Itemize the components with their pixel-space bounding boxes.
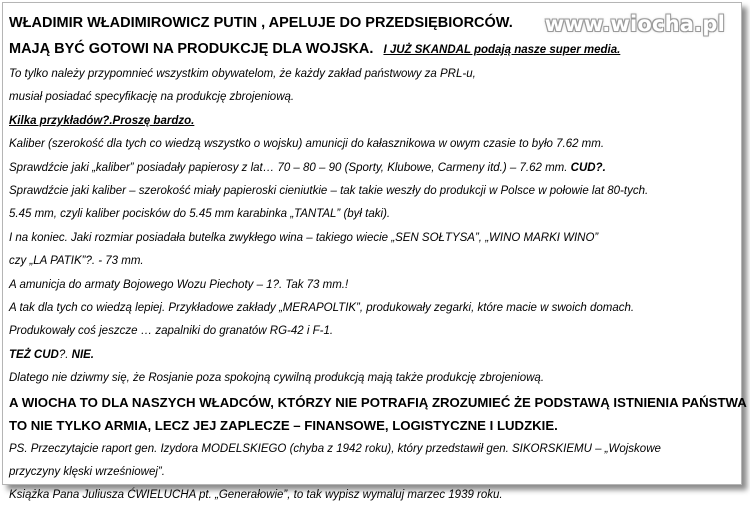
watermark-logo: www.wiocha.pl	[544, 12, 725, 36]
paragraph-1: To tylko należy przypomnieć wszystkim obywatelom, że każdy zakład państwowy za PRL-u,	[9, 68, 476, 80]
examples-heading: Kilka przykładów?.Proszę bardzo.	[9, 114, 195, 127]
caps-line-1: A WIOCHA TO DLA NASZYCH WŁADCÓW, KTÓRZY NIE POTRAFIĄ ZROZUMIEĆ ŻE PODSTAWĄ ISTNIENIA PAŃSTWA	[9, 394, 747, 410]
paragraph-12	[9, 344, 739, 367]
paragraph-13: Dlatego nie dziwmy się, że Rosjanie poza spokojną cywilną produkcją mają także produkcję zbrojeniową.	[9, 372, 545, 385]
ps-line-2: przyczyny klęski wrześniowej”.	[9, 465, 165, 478]
paragraph-7: I na koniec. Jaki rozmiar posiadała butelka zwykłego wina – takiego wiecie „SEN SOŁTYSA”, „WINO MARKI WINO”	[9, 231, 599, 244]
paragraph-3: Kaliber (szerokość dla tych co wiedzą wszystko o wojsku) amunicji do kałasznikowa w owym czasie to było 7.62 mm.	[9, 138, 605, 151]
ps-line-3: Książka Pana Juliusza ĆWIELUCHA pt. „Generałowie”, to tak wypisz wymaluj marzec 1939 roku.	[9, 489, 503, 502]
title-line-2-text: MAJĄ BYĆ GOTOWI NA PRODUKCJĘ DLA WOJSKA.	[9, 41, 374, 57]
paragraph-5: Sprawdźcie jaki kaliber – szerokość miały papieroski cieniutkie – tak takie weszły do produkcji w Polsce w połowie lat 80-tych.	[9, 185, 649, 198]
paragraph-4	[9, 157, 739, 180]
article-card	[2, 2, 747, 502]
paragraph-4-text: Sprawdźcie jaki „kaliber” posiadały papierosy z lat… 70 – 80 – 90 (Sporty, Klubowe, Carmeny itd.) – 7.62 mm.	[9, 161, 568, 174]
paragraph-4-bold: CUD?.	[570, 161, 606, 174]
title-line-2-note: I JUŻ SKANDAL podają nasze super media.	[383, 44, 621, 56]
paragraph-12-answer: NIE.	[71, 348, 95, 361]
paragraph-8: czy „LA PATIK”?. - 73 mm.	[9, 255, 144, 268]
title-line-2	[9, 36, 739, 63]
paragraph-12-mid: ?.	[58, 348, 69, 361]
article-text	[9, 10, 747, 508]
ps-line-1: PS. Przeczytajcie raport gen. Izydora MODELSKIEGO (chyba z 1942 roku), który przedstawił gen. SIKORSKIEMU – „Wojskowe	[9, 442, 661, 455]
paragraph-11: Produkowały coś jeszcze … zapalniki do granatów RG-42 i F-1.	[9, 325, 334, 338]
paragraph-9: A amunicja do armaty Bojowego Wozu Piechoty – 1?. Tak 73 mm.!	[9, 278, 349, 291]
paragraph-12-bold: TEŻ CUD	[9, 348, 59, 361]
caps-line-2: TO NIE TYLKO ARMIA, LECZ JEJ ZAPLECZE – FINANSOWE, LOGISTYCZNE I LUDZKIE.	[9, 418, 558, 434]
paragraph-10: A tak dla tych co wiedzą lepiej. Przykładowe zakłady „MERAPOLTIK”, produkowały zegarki, które macie w swoich domach.	[9, 302, 635, 315]
paragraph-2: musiał posiadać specyfikację na produkcję zbrojeniową.	[9, 91, 295, 104]
paragraph-6: 5.45 mm, czyli kaliber pocisków do 5.45 mm karabinka „TANTAL” (był taki).	[9, 208, 391, 221]
title-line-1: WŁADIMIR WŁADIMIROWICZ PUTIN , APELUJE DO PRZEDSIĘBIORCÓW.	[9, 15, 513, 31]
